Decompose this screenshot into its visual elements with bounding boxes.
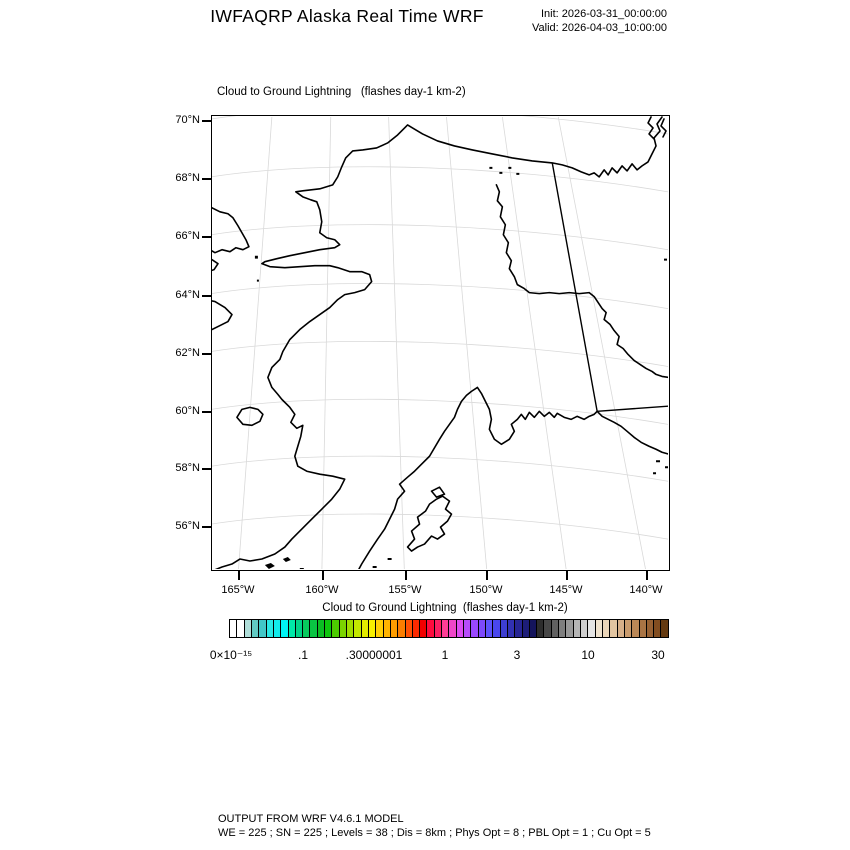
model-info-line1: OUTPUT FROM WRF V4.6.1 MODEL: [218, 813, 404, 825]
colorbar-cell: [486, 620, 493, 637]
lon-label-165w: 165°W: [221, 584, 255, 596]
colorbar-cell: [325, 620, 332, 637]
colorbar-cell: [457, 620, 464, 637]
colorbar-label-3: 3: [513, 648, 521, 662]
page-title: IWFAQRP Alaska Real Time WRF: [210, 6, 484, 26]
colorbar-cell: [479, 620, 486, 637]
colorbar-cell: [647, 620, 654, 637]
lat-tick: [202, 295, 211, 297]
colorbar-cell: [340, 620, 347, 637]
valid-time: Valid: 2026-04-03_10:00:00: [532, 22, 667, 34]
colorbar-cell: [237, 620, 244, 637]
colorbar-cell: [640, 620, 647, 637]
alaska-map: [212, 116, 668, 569]
colorbar-cell: [274, 620, 281, 637]
lon-label-145w: 145°W: [549, 584, 583, 596]
colorbar-label-0p3: .30000001: [345, 648, 403, 662]
colorbar-cell: [347, 620, 354, 637]
colorbar-label-1: 1: [441, 648, 449, 662]
colorbar-cell: [493, 620, 500, 637]
lat-tick: [202, 526, 211, 528]
lat-label-58n: 58°N: [175, 462, 200, 474]
colorbar-cell: [501, 620, 508, 637]
run-times: [532, 7, 667, 35]
colorbar-cell: [654, 620, 661, 637]
colorbar-cell: [544, 620, 551, 637]
colorbar-cell: [332, 620, 339, 637]
colorbar-cell: [245, 620, 252, 637]
colorbar-cell: [435, 620, 442, 637]
lat-label-68n: 68°N: [175, 172, 200, 184]
colorbar-cell: [552, 620, 559, 637]
colorbar-cell: [296, 620, 303, 637]
colorbar-cell: [354, 620, 361, 637]
model-info: [218, 813, 651, 840]
lon-label-140w: 140°W: [629, 584, 663, 596]
lat-tick: [202, 178, 211, 180]
colorbar-label-0: 0×10⁻¹⁵: [209, 648, 253, 662]
colorbar-cell: [362, 620, 369, 637]
colorbar-cell: [413, 620, 420, 637]
colorbar-cell: [376, 620, 383, 637]
lat-label-66n: 66°N: [175, 230, 200, 242]
colorbar-cell: [398, 620, 405, 637]
colorbar-cell: [625, 620, 632, 637]
lat-label-70n: 70°N: [175, 114, 200, 126]
plot-title: Cloud to Ground Lightning (flashes day-1 km-2): [217, 86, 466, 98]
colorbar-cell: [369, 620, 376, 637]
colorbar-cell: [289, 620, 296, 637]
colorbar-cell: [267, 620, 274, 637]
lat-label-62n: 62°N: [175, 347, 200, 359]
colorbar-cell: [303, 620, 310, 637]
colorbar-cell: [449, 620, 456, 637]
lat-label-64n: 64°N: [175, 289, 200, 301]
colorbar-cell: [310, 620, 317, 637]
lon-tick: [646, 570, 648, 580]
colorbar-cell: [508, 620, 515, 637]
lon-tick: [486, 570, 488, 580]
colorbar-cells: [229, 619, 669, 638]
colorbar-cell: [537, 620, 544, 637]
colorbar-cell: [281, 620, 288, 637]
lat-tick: [202, 353, 211, 355]
lat-label-60n: 60°N: [175, 405, 200, 417]
lat-tick: [202, 236, 211, 238]
lon-label-155w: 155°W: [388, 584, 422, 596]
lon-label-150w: 150°W: [469, 584, 503, 596]
colorbar-cell: [515, 620, 522, 637]
lon-tick: [405, 570, 407, 580]
colorbar-label-0p1: .1: [297, 648, 309, 662]
colorbar-cell: [318, 620, 325, 637]
colorbar-cell: [427, 620, 434, 637]
lon-tick: [566, 570, 568, 580]
colorbar-cell: [632, 620, 639, 637]
colorbar-cell: [618, 620, 625, 637]
lat-tick: [202, 120, 211, 122]
colorbar-label-30: 30: [651, 648, 665, 662]
colorbar-cell: [566, 620, 573, 637]
colorbar-cell: [471, 620, 478, 637]
us-canada-border: [552, 163, 668, 411]
kodiak-island: [408, 487, 452, 551]
colorbar-cell: [596, 620, 603, 637]
init-time: Init: 2026-03-31_00:00:00: [541, 8, 667, 20]
western-islands: [212, 117, 666, 425]
lat-label-56n: 56°N: [175, 520, 200, 532]
colorbar-cell: [442, 620, 449, 637]
colorbar-cell: [391, 620, 398, 637]
colorbar-cell: [559, 620, 566, 637]
colorbar-title: Cloud to Ground Lightning (flashes day-1 km-2): [322, 602, 568, 614]
coastline-pacific: [355, 387, 668, 569]
colorbar-cell: [384, 620, 391, 637]
colorbar-cell: [603, 620, 610, 637]
lon-tick: [238, 570, 240, 580]
colorbar-cell: [581, 620, 588, 637]
lon-tick: [322, 570, 324, 580]
colorbar-cell: [464, 620, 471, 637]
lat-tick: [202, 411, 211, 413]
colorbar-cell: [574, 620, 581, 637]
colorbar-cell: [661, 620, 667, 637]
colorbar-cell: [530, 620, 537, 637]
colorbar-cell: [523, 620, 530, 637]
lat-tick: [202, 468, 211, 470]
colorbar-cell: [588, 620, 595, 637]
colorbar-cell: [252, 620, 259, 637]
colorbar-cell: [259, 620, 266, 637]
lon-label-160w: 160°W: [305, 584, 339, 596]
colorbar-cell: [420, 620, 427, 637]
colorbar-cell: [406, 620, 413, 637]
coastline-canada: [496, 185, 668, 379]
map-frame: [211, 115, 670, 571]
colorbar-cell: [230, 620, 237, 637]
colorbar-label-10: 10: [581, 648, 595, 662]
model-info-line2: WE = 225 ; SN = 225 ; Levels = 38 ; Dis = 8km ; Phys Opt = 8 ; PBL Opt = 1 ; Cu Opt = 5: [218, 826, 651, 839]
graticule-lines: [212, 116, 668, 569]
colorbar-cell: [610, 620, 617, 637]
